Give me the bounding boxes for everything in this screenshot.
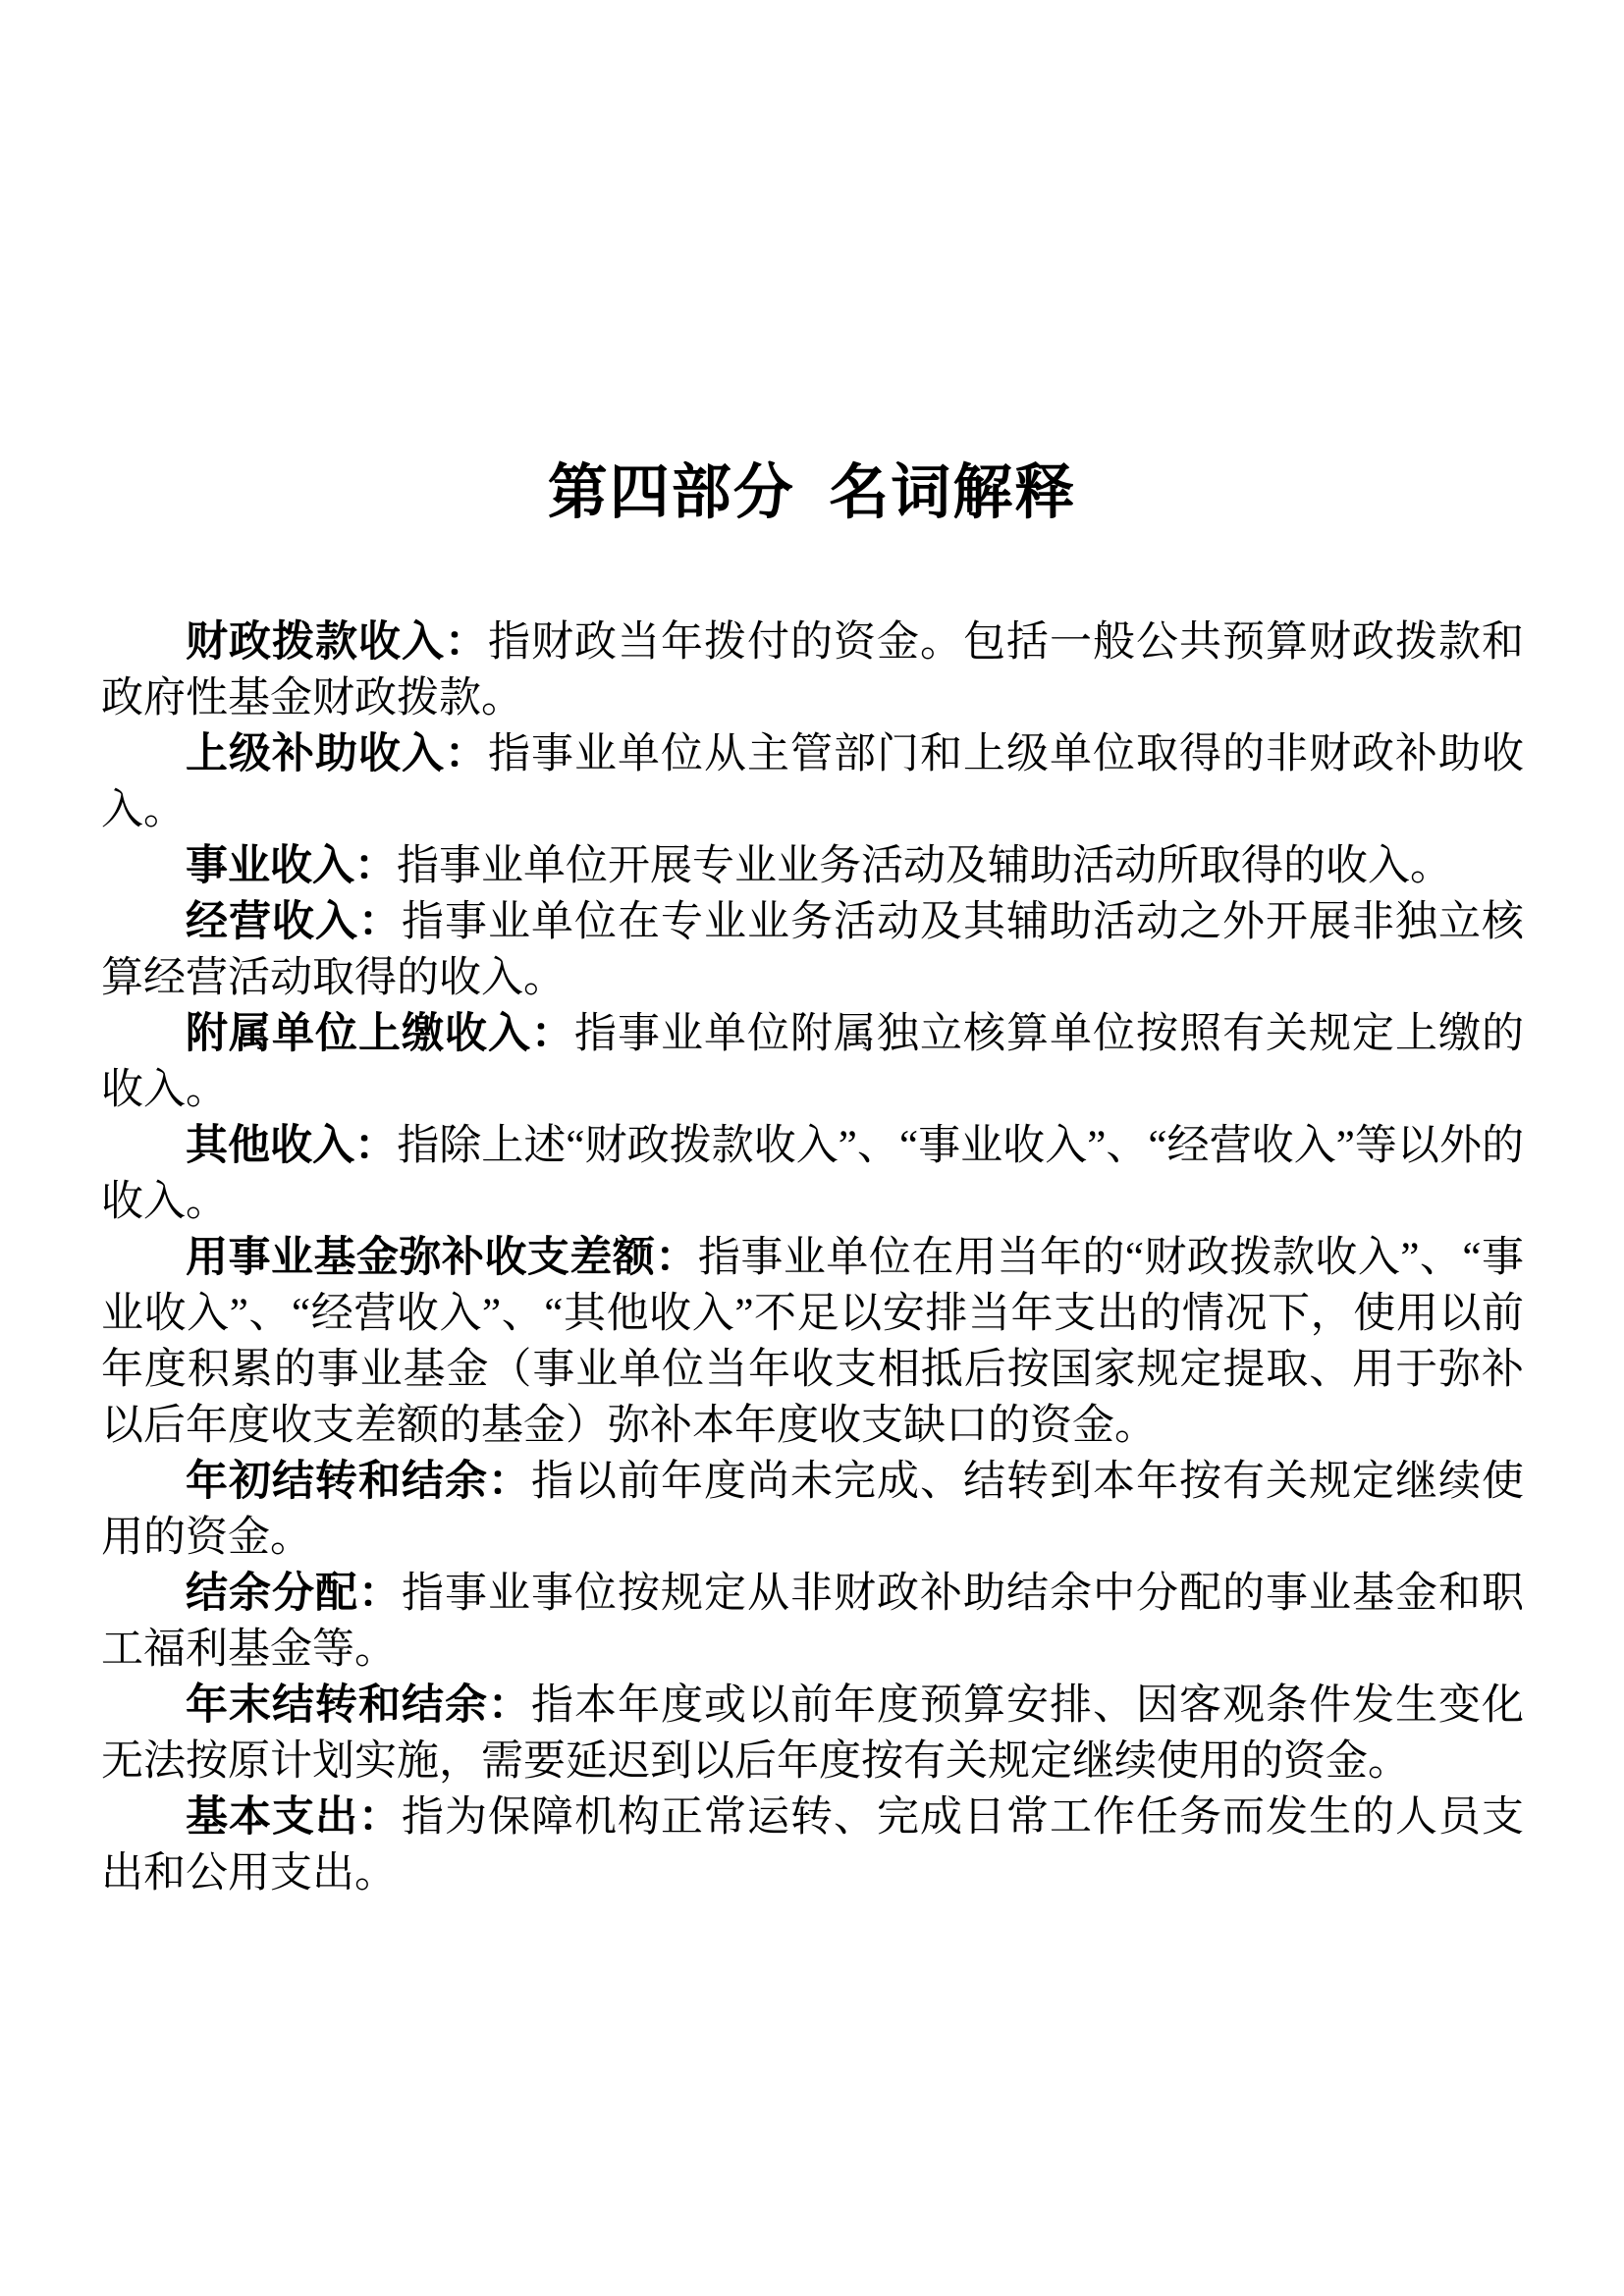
term-definition: 指事业单位附属独立核算单位按照有关规定上缴的收入。 — [101, 1011, 1524, 1113]
glossary-entry-superior-subsidy-income — [101, 726, 1524, 838]
term-definition: 指本年度或以前年度预算安排、因客观条件发生变化无法按原计划实施，需要延迟到以后年度按有关规定继续使用的资金。 — [101, 1682, 1524, 1785]
term-definition: 指除上述“财政拨款收入”、“事业收入”、“经营收入”等以外的收入。 — [101, 1123, 1524, 1225]
term-definition: 指事业单位在用当年的“财政拨款收入”、“事业收入”、“经营收入”、“其他收入”不足以安排当年支出的情况下，使用以前年度积累的事业基金（事业单位当年收支相抵后按国家规定提取、用于弥补以后年度收支差额的基金）弥补本年度收支缺口的资金。 — [101, 1235, 1524, 1449]
glossary-entry-surplus-distribution — [101, 1566, 1524, 1678]
term-definition: 指事业单位开展专业业务活动及辅助活动所取得的收入。 — [397, 843, 1452, 889]
term-label: 事业收入： — [186, 843, 397, 889]
term-definition: 指事业事位按规定从非财政补助结余中分配的事业基金和职工福利基金等。 — [101, 1571, 1524, 1673]
term-label: 其他收入： — [186, 1123, 398, 1169]
glossary-entry-yearend-carryover-surplus — [101, 1678, 1524, 1789]
term-label: 财政拨款收入： — [186, 619, 488, 666]
term-label: 年初结转和结余： — [186, 1459, 531, 1505]
term-label: 结余分配： — [186, 1571, 402, 1617]
glossary-entry-fiscal-appropriation-income — [101, 614, 1524, 726]
term-label: 经营收入： — [186, 899, 402, 945]
glossary-entry-operating-income — [101, 894, 1524, 1006]
term-definition: 指为保障机构正常运转、完成日常工作任务而发生的人员支出和公用支出。 — [101, 1794, 1524, 1896]
glossary-entry-use-of-institutional-fund — [101, 1230, 1524, 1454]
glossary-entry-basic-expenditure — [101, 1789, 1524, 1901]
term-definition: 指以前年度尚未完成、结转到本年按有关规定继续使用的资金。 — [101, 1459, 1524, 1561]
term-definition: 指财政当年拨付的资金。包括一般公共预算财政拨款和政府性基金财政拨款。 — [101, 619, 1524, 721]
term-label: 用事业基金弥补收支差额： — [186, 1235, 698, 1281]
term-label: 上级补助收入： — [186, 731, 488, 777]
glossary-entry-institutional-income — [101, 838, 1524, 894]
glossary-entry-subordinate-unit-remitted-income — [101, 1006, 1524, 1118]
glossary-content — [101, 614, 1524, 1901]
term-definition: 指事业单位从主管部门和上级单位取得的非财政补助收入。 — [101, 731, 1524, 833]
term-label: 年末结转和结余： — [186, 1682, 531, 1729]
term-label: 基本支出： — [186, 1794, 402, 1841]
term-definition: 指事业单位在专业业务活动及其辅助活动之外开展非独立核算经营活动取得的收入。 — [101, 899, 1524, 1001]
term-label: 附属单位上缴收入： — [186, 1011, 574, 1057]
glossary-entry-beginning-carryover-surplus — [101, 1454, 1524, 1566]
page-title: 第四部分 名词解释 — [547, 460, 1077, 526]
glossary-entry-other-income — [101, 1118, 1524, 1230]
